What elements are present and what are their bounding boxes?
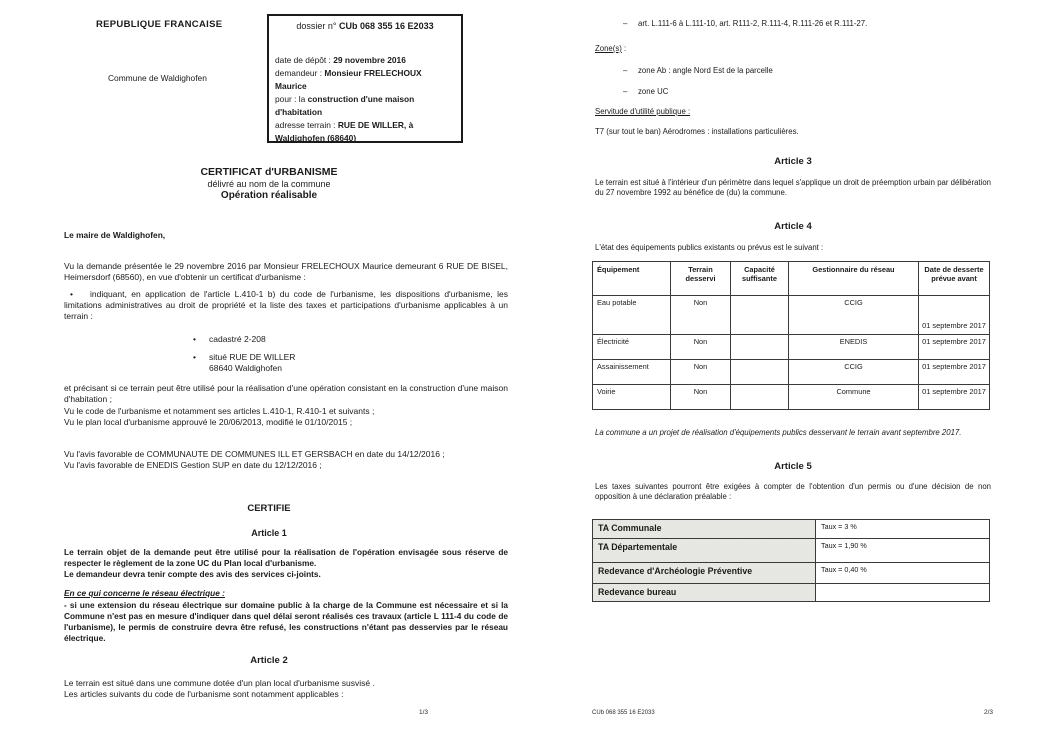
certifie-heading: CERTIFIE	[247, 503, 291, 514]
title-line-1: CERTIFICAT d'URBANISME	[200, 166, 338, 178]
page2-footer-reference: CUb 068 355 16 E2033	[592, 710, 655, 716]
sub-bullet-cadastre: • cadastré 2-208	[193, 334, 266, 344]
reseau-electrique-heading: En ce qui concerne le réseau électrique :	[64, 588, 225, 598]
list-item-zone-uc: – zone UC	[623, 87, 669, 96]
title-line-3: Opération réalisable	[220, 190, 318, 201]
document-title	[64, 166, 474, 201]
list-item-articles: – art. L.111-6 à L.111-10, art. R111-2, R.111-4, R.111-26 et R.111-27.	[623, 19, 868, 28]
dash-icon: –	[623, 66, 628, 75]
article-2-heading: Article 2	[250, 655, 288, 666]
article-1-heading: Article 1	[251, 528, 287, 538]
paragraph-article-4: L'état des équipements publics existants ou prévus est le suivant :	[595, 243, 824, 252]
tax-table	[592, 519, 990, 602]
dash-icon: –	[623, 19, 628, 28]
dossier-number-line	[275, 21, 455, 31]
dossier-fields	[275, 54, 455, 145]
table-row: Redevance d'Archéologie Préventive Taux = 0,40 %	[593, 563, 990, 584]
sub-bullet-situe	[193, 352, 295, 374]
bullet-icon: •	[193, 334, 196, 344]
commune-label: Commune de Waldighofen	[108, 73, 207, 83]
article-4-heading: Article 4	[774, 221, 812, 232]
paragraph-article-2: Le terrain est situé dans une commune dotée d'un plan local d'urbanisme susvisé . Les articles suivants du code de l'urbanisme sont notamment applicables :	[64, 678, 375, 699]
paragraph-vu-avis: Vu l'avis favorable de COMMUNAUTE DE COMMUNES ILL ET GERSBACH en date du 14/12/2016 ; Vu l'avis favorable de ENEDIS Gestion SUP en date du 12/12/2016 ;	[64, 449, 445, 470]
table-row: TA Départementale Taux = 1,90 %	[593, 539, 990, 563]
field-demandeur: demandeur : Monsieur FRELECHOUX Maurice	[275, 68, 422, 91]
article-3-heading: Article 3	[774, 156, 812, 167]
paragraph-vu-code: Vu le code de l'urbanisme et notamment ses articles L.410-1, R.410-1 et suivants ; Vu le plan local d'urbanisme approuvé le 20/06/2013, modifié le 01/10/2015 ;	[64, 406, 375, 427]
table-row: Eau potable Non CCIG 01 septembre 2017	[593, 296, 990, 335]
dash-icon: –	[623, 87, 628, 96]
table-row: Redevance bureau	[593, 584, 990, 602]
col-header-gestionnaire: Gestionnaire du réseau	[789, 262, 919, 296]
paragraph-article-1: Le terrain objet de la demande peut être utilisé pour la réalisation de l'opération envisagée sous réserve de respecter le règlement de la zone UC du Plan local d'urbanisme. Le demandeur devra tenir compte des avis des services ci-joints.	[64, 547, 508, 579]
paragraph-reseau-electrique: - si une extension du réseau électrique sur domaine public à la charge de la Commune est nécessaire et si la Commune n'est pas en mesure d'indiquer dans quel délai seront réalisés ces travaux (article L 111-4 du code de l'urbanisme), le permis de construire devra être refusé, les constructions n'étant pas desservies par le réseau électrique.	[64, 600, 508, 643]
paragraph-precisant: et précisant si ce terrain peut être utilisé pour la réalisation d'une opération consistant en la construction d'une maison d'habitation ;	[64, 383, 508, 404]
bullet-icon: •	[70, 289, 73, 299]
col-header-capacite: Capacité suffisante	[731, 262, 789, 296]
bullet-icon: •	[193, 352, 196, 362]
equipment-table-header-row	[593, 262, 990, 296]
article-5-heading: Article 5	[774, 461, 812, 472]
bullet-indiquant: • indiquant, en application de l'article L.410-1 b) du code de l'urbanisme, les dispositions d'urbanisme, les limitations administratives au droit de propriété et la liste des taxes et participations d'urbanisme applicables à un terrain :	[64, 289, 508, 321]
table-row: TA Communale Taux = 3 %	[593, 520, 990, 539]
zones-heading: Zone(s) :	[595, 44, 627, 53]
paragraph-vu-demande: Vu la demande présentée le 29 novembre 2016 par Monsieur FRELECHOUX Maurice demeurant 6 RUE DE BISEL, Heimersdorf (68560), en vue d'obtenir un certificat d'urbanisme :	[64, 261, 508, 282]
title-line-2: délivré au nom de la commune	[207, 179, 331, 189]
page2-page-number: 2/3	[984, 709, 994, 716]
field-adresse-terrain: adresse terrain : RUE DE WILLER, à Waldighofen (68640)	[275, 120, 414, 143]
republique-heading: REPUBLIQUE FRANCAISE	[96, 19, 223, 30]
paragraph-commune-projet: La commune a un projet de réalisation d'équipements publics desservant le terrain avant septembre 2017.	[595, 428, 962, 437]
col-header-terrain-desservi: Terrain desservi	[671, 262, 731, 296]
dossier-number: CUb 068 355 16 E2033	[339, 21, 434, 31]
maire-line: Le maire de Waldighofen,	[64, 230, 166, 240]
servitude-heading: Servitude d'utilité publique :	[595, 107, 691, 116]
table-row: Assainissement Non CCIG 01 septembre 2017	[593, 360, 990, 385]
sub-bullet-address: situé RUE DE WILLER 68640 Waldighofen	[209, 352, 296, 373]
list-item-zone-ab: – zone Ab : angle Nord Est de la parcelle	[623, 66, 773, 75]
col-header-equipement: Équipement	[593, 262, 671, 296]
page1-page-number: 1/3	[419, 709, 429, 716]
dossier-label: dossier n°	[296, 21, 340, 31]
col-header-date-desserte: Date de desserte prévue avant	[919, 262, 990, 296]
field-pour: pour : la construction d'une maison d'habitation	[275, 94, 415, 117]
dossier-box	[267, 14, 463, 143]
servitude-t7-line: T7 (sur tout le ban) Aérodromes : installations particulières.	[595, 127, 799, 136]
table-row: Électricité Non ENEDIS 01 septembre 2017	[593, 335, 990, 360]
field-date-depot: date de dépôt : 29 novembre 2016	[275, 55, 406, 65]
paragraph-article-5: Les taxes suivantes pourront être exigées à compter de l'obtention d'un permis ou d'une décision de non opposition à une déclaration préalable :	[595, 482, 991, 501]
table-row: Voirie Non Commune 01 septembre 2017	[593, 385, 990, 410]
equipment-table	[592, 261, 990, 410]
paragraph-article-3: Le terrain est situé à l'intérieur d'un périmètre dans lequel s'applique un droit de préemption urbain par délibération du 27 novembre 1992 au bénéfice de (du) la commune.	[595, 178, 991, 197]
